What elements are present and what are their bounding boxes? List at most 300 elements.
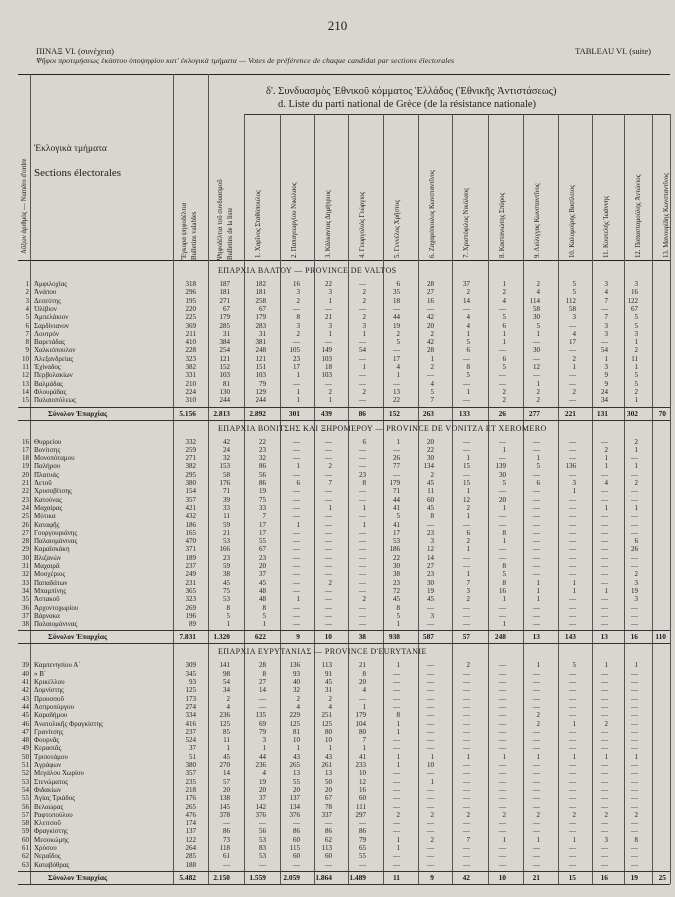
table-cell: 56 bbox=[259, 470, 266, 479]
table-cell: 39 bbox=[223, 495, 230, 504]
table-cell: — bbox=[359, 528, 366, 537]
column-sections-french: Sections électorales bbox=[34, 167, 122, 179]
table-cell: — bbox=[293, 487, 300, 496]
table-cell: 2 bbox=[502, 387, 506, 396]
table-cell: 134 bbox=[289, 802, 300, 811]
total-cell: 439 bbox=[320, 408, 332, 418]
table-cell: 259 bbox=[185, 445, 196, 454]
table-cell: — bbox=[631, 744, 638, 753]
table-cell: — bbox=[359, 537, 366, 546]
table-cell: 345 bbox=[185, 669, 196, 678]
table-cell: — bbox=[359, 570, 366, 579]
total-cell: 2.813 bbox=[213, 408, 230, 418]
table-cell: 149 bbox=[321, 346, 332, 355]
table-cell: 5 bbox=[502, 479, 506, 487]
table-cell: — bbox=[631, 562, 638, 570]
total-cell: 1.559 bbox=[249, 872, 266, 882]
row-section-name: Μονοπόταμου bbox=[34, 454, 75, 463]
candidate-header: 2. Παπαγεωργίου Νικόλαος bbox=[291, 182, 298, 258]
table-cell: — bbox=[463, 669, 470, 678]
table-cell: — bbox=[601, 570, 608, 579]
table-cell: — bbox=[359, 338, 366, 347]
table-cell: 12 bbox=[533, 363, 540, 371]
table-cell: 13 bbox=[393, 387, 400, 396]
table-cell: 470 bbox=[185, 537, 196, 546]
table-cell: 174 bbox=[185, 819, 196, 828]
table-cell: 98 bbox=[223, 669, 230, 678]
table-cell: 179 bbox=[389, 479, 400, 487]
table-cell: — bbox=[463, 794, 470, 803]
table-cell: 228 bbox=[185, 346, 196, 355]
table-cell: 1 bbox=[604, 503, 608, 512]
table-cell: 1 bbox=[466, 752, 470, 761]
table-cell: 93 bbox=[189, 678, 196, 686]
table-cell: 20 bbox=[499, 495, 506, 504]
table-cell: — bbox=[569, 736, 576, 745]
row-section-name: Κρικέλλου bbox=[34, 678, 65, 686]
table-cell: — bbox=[533, 503, 540, 512]
table-cell: 93 bbox=[293, 669, 300, 678]
row-number: 37 bbox=[22, 611, 29, 620]
table-cell: — bbox=[499, 512, 506, 521]
table-cell: 3 bbox=[604, 321, 608, 330]
table-cell: 113 bbox=[321, 661, 332, 670]
table-cell: — bbox=[393, 470, 400, 479]
table-cell: 16 bbox=[293, 280, 300, 288]
row-section-name: Καταφῆς bbox=[34, 520, 60, 529]
table-cell: — bbox=[533, 562, 540, 570]
table-cell: 179 bbox=[355, 711, 366, 720]
table-cell: 1 bbox=[296, 462, 300, 471]
table-cell: 3 bbox=[262, 736, 266, 745]
table-cell: — bbox=[631, 769, 638, 778]
row-number: 36 bbox=[22, 603, 29, 612]
table-cell: 1 bbox=[226, 744, 230, 753]
table-cell: — bbox=[569, 819, 576, 828]
table-cell: 23 bbox=[393, 578, 400, 587]
table-cell: — bbox=[359, 396, 366, 405]
table-cell: 53 bbox=[223, 537, 230, 546]
table-cell: 42 bbox=[223, 437, 230, 446]
table-cell: — bbox=[499, 819, 506, 828]
table-cell: — bbox=[393, 777, 400, 786]
table-cell: — bbox=[499, 611, 506, 620]
table-cell: — bbox=[631, 686, 638, 695]
row-number: 44 bbox=[22, 702, 29, 711]
table-cell: 2 bbox=[430, 470, 434, 479]
table-cell: 269 bbox=[185, 603, 196, 612]
table-cell: — bbox=[393, 678, 400, 686]
table-cell: — bbox=[359, 553, 366, 562]
total-cell: 42 bbox=[462, 872, 470, 882]
table-cell: 1 bbox=[296, 371, 300, 380]
table-cell: — bbox=[293, 537, 300, 546]
table-cell: — bbox=[463, 736, 470, 745]
table-cell: 1 bbox=[362, 520, 366, 529]
table-cell: 3 bbox=[604, 329, 608, 338]
table-cell: — bbox=[463, 620, 470, 629]
table-cell: 45 bbox=[325, 678, 332, 686]
table-cell: — bbox=[601, 620, 608, 629]
table-cell: — bbox=[631, 736, 638, 745]
table-cell: 139 bbox=[495, 462, 506, 471]
table-cell: 75 bbox=[259, 495, 266, 504]
table-cell: — bbox=[569, 669, 576, 678]
table-cell: 15 bbox=[463, 462, 470, 471]
table-cell: 12 bbox=[463, 495, 470, 504]
candidate-header: 10. Καλομοίρης Βασίλειος bbox=[569, 185, 576, 258]
table-cell: 2 bbox=[362, 387, 366, 396]
table-cell: — bbox=[569, 769, 576, 778]
row-section-name: Γρανίτσης bbox=[34, 727, 64, 736]
table-cell: — bbox=[569, 686, 576, 695]
table-cell: — bbox=[463, 761, 470, 769]
table-cell: 7 bbox=[328, 479, 332, 487]
row-section-name: Σαρδίνιανον bbox=[34, 321, 69, 330]
table-cell: 176 bbox=[219, 479, 230, 487]
table-cell: — bbox=[223, 860, 230, 869]
table-cell: 73 bbox=[223, 835, 230, 844]
table-cell: — bbox=[427, 827, 434, 836]
table-cell: 1 bbox=[362, 702, 366, 711]
table-cell: — bbox=[533, 802, 540, 811]
total-cell: 1.320 bbox=[213, 632, 230, 642]
row-number: 2 bbox=[25, 288, 29, 297]
table-cell: — bbox=[393, 785, 400, 794]
table-cell: — bbox=[499, 702, 506, 711]
row-number: 7 bbox=[25, 329, 29, 338]
table-cell: 54 bbox=[601, 346, 608, 355]
table-cell: — bbox=[499, 736, 506, 745]
table-cell: — bbox=[393, 736, 400, 745]
table-cell: — bbox=[427, 844, 434, 852]
table-cell: 12 bbox=[359, 777, 366, 786]
table-cell: — bbox=[601, 802, 608, 811]
table-cell: 30 bbox=[533, 313, 540, 322]
table-cell: 7 bbox=[262, 512, 266, 521]
total-cell: 70 bbox=[658, 408, 666, 418]
row-section-name: Βάρνακα bbox=[34, 611, 60, 620]
table-cell: — bbox=[427, 603, 434, 612]
table-cell: — bbox=[393, 445, 400, 454]
table-cell: 1 bbox=[604, 354, 608, 363]
table-cell: — bbox=[293, 611, 300, 620]
row-number: 1 bbox=[25, 280, 29, 288]
total-cell: 16 bbox=[630, 632, 638, 642]
row-number: 50 bbox=[22, 752, 29, 761]
total-cell: 110 bbox=[655, 632, 666, 642]
row-number: 45 bbox=[22, 711, 29, 720]
table-cell: 130 bbox=[219, 387, 230, 396]
table-cell: 1 bbox=[634, 752, 638, 761]
row-section-name: Στενώματος bbox=[34, 777, 68, 786]
table-cell: 274 bbox=[185, 702, 196, 711]
table-cell: 23 bbox=[359, 470, 366, 479]
table-cell: 4 bbox=[604, 288, 608, 297]
header-top-rule bbox=[18, 74, 670, 75]
table-cell: — bbox=[359, 578, 366, 587]
table-cell: — bbox=[463, 520, 470, 529]
table-cell: 337 bbox=[321, 810, 332, 819]
table-cell: — bbox=[601, 819, 608, 828]
row-number: 5 bbox=[25, 313, 29, 322]
table-cell: 31 bbox=[259, 329, 266, 338]
total-cell: 131 bbox=[596, 408, 608, 418]
candidate-header: 3. Κάλκαντας Δημήτριος bbox=[325, 190, 332, 258]
table-cell: 1 bbox=[396, 761, 400, 769]
table-cell: — bbox=[393, 694, 400, 703]
table-cell: 61 bbox=[223, 852, 230, 861]
table-cell: — bbox=[499, 844, 506, 852]
row-section-name: Νεραΐδος bbox=[34, 852, 61, 861]
table-cell: — bbox=[463, 437, 470, 446]
table-cell: — bbox=[393, 827, 400, 836]
table-cell: 7 bbox=[604, 296, 608, 305]
table-cell: 86 bbox=[223, 827, 230, 836]
table-cell: 19 bbox=[427, 586, 434, 595]
table-cell: — bbox=[293, 512, 300, 521]
row-number: 60 bbox=[22, 835, 29, 844]
table-cell: 5 bbox=[634, 371, 638, 380]
table-cell: 1 bbox=[572, 487, 576, 496]
table-cell: 334 bbox=[185, 711, 196, 720]
table-cell: 244 bbox=[255, 396, 266, 405]
page-number: 210 bbox=[327, 18, 348, 33]
table-cell: 67 bbox=[325, 794, 332, 803]
row-number: 56 bbox=[22, 802, 29, 811]
table-cell: 19 bbox=[259, 487, 266, 496]
table-cell: 236 bbox=[255, 761, 266, 769]
table-cell: — bbox=[533, 520, 540, 529]
table-cell: 10 bbox=[325, 736, 332, 745]
table-cell: — bbox=[533, 785, 540, 794]
table-cell: — bbox=[533, 437, 540, 446]
table-cell: — bbox=[325, 595, 332, 604]
table-cell: 251 bbox=[321, 711, 332, 720]
table-cell: — bbox=[569, 694, 576, 703]
table-cell: — bbox=[631, 694, 638, 703]
table-cell: — bbox=[463, 785, 470, 794]
candidate-header: 13. Μανουρίδης Κωνσταντῖνος bbox=[663, 173, 670, 258]
table-cell: — bbox=[463, 844, 470, 852]
table-cell: — bbox=[359, 512, 366, 521]
table-cell: 125 bbox=[321, 719, 332, 728]
table-cell: 382 bbox=[185, 363, 196, 371]
table-cell: 137 bbox=[289, 794, 300, 803]
row-number: 9 bbox=[25, 346, 29, 355]
table-cell: — bbox=[601, 711, 608, 720]
table-cell: — bbox=[427, 669, 434, 678]
total-cell: 5.482 bbox=[179, 872, 196, 882]
table-cell: — bbox=[601, 844, 608, 852]
table-cell: 136 bbox=[289, 661, 300, 670]
row-section-name: Ἀμφιλοχίας bbox=[34, 280, 68, 288]
table-cell: — bbox=[325, 537, 332, 546]
table-cell: 32 bbox=[223, 454, 230, 463]
row-number: 54 bbox=[22, 785, 29, 794]
table-cell: — bbox=[569, 396, 576, 405]
table-cell: 416 bbox=[185, 719, 196, 728]
table-cell: 4 bbox=[396, 363, 400, 371]
table-cell: 1 bbox=[536, 835, 540, 844]
table-cell: 2 bbox=[466, 288, 470, 297]
row-section-name: Βελαώρας bbox=[34, 802, 64, 811]
row-section-name: Φραγκίστης bbox=[34, 827, 68, 836]
table-cell: 1 bbox=[430, 354, 434, 363]
table-cell: — bbox=[463, 678, 470, 686]
table-cell: 2 bbox=[634, 810, 638, 819]
table-cell: 2 bbox=[396, 810, 400, 819]
table-cell: 3 bbox=[328, 321, 332, 330]
table-cell: 77 bbox=[393, 462, 400, 471]
table-cell: 237 bbox=[185, 562, 196, 570]
table-cell: — bbox=[533, 669, 540, 678]
table-cell: 37 bbox=[463, 280, 470, 288]
table-cell: 1 bbox=[572, 363, 576, 371]
table-cell: 142 bbox=[255, 802, 266, 811]
table-cell: 48 bbox=[259, 586, 266, 595]
row-section-name: Τριποτάμου bbox=[34, 752, 68, 761]
table-cell: 41 bbox=[359, 752, 366, 761]
table-cell: 22 bbox=[325, 280, 332, 288]
table-cell: — bbox=[393, 346, 400, 355]
table-cell: — bbox=[533, 537, 540, 546]
table-cell: — bbox=[499, 487, 506, 496]
row-section-name: Κατούνας bbox=[34, 495, 62, 504]
row-section-name: Χρυσοβίτσης bbox=[34, 487, 72, 496]
table-cell: 1 bbox=[226, 620, 230, 629]
table-cell: 45 bbox=[427, 595, 434, 604]
table-cell: — bbox=[631, 711, 638, 720]
table-cell: 31 bbox=[223, 329, 230, 338]
table-cell: 15 bbox=[463, 479, 470, 487]
row-section-name: Καραϊσκάκη bbox=[34, 545, 70, 554]
table-cell: 22 bbox=[259, 437, 266, 446]
table-cell: — bbox=[359, 304, 366, 313]
table-cell: — bbox=[359, 495, 366, 504]
table-cell: — bbox=[631, 802, 638, 811]
table-cell: 2 bbox=[536, 810, 540, 819]
table-cell: 48 bbox=[259, 595, 266, 604]
table-cell: 103 bbox=[219, 371, 230, 380]
table-cell: — bbox=[569, 827, 576, 836]
table-cell: 44 bbox=[393, 313, 400, 322]
table-cell: 3 bbox=[634, 280, 638, 288]
table-cell: 9 bbox=[604, 371, 608, 380]
table-cell: 14 bbox=[259, 686, 266, 695]
table-cell: 5 bbox=[502, 363, 506, 371]
table-cell: — bbox=[533, 694, 540, 703]
table-cell: 13 bbox=[293, 769, 300, 778]
table-cell: 26 bbox=[393, 454, 400, 463]
table-cell: 1 bbox=[634, 462, 638, 471]
table-cell: 210 bbox=[185, 379, 196, 388]
table-cell: 57 bbox=[223, 777, 230, 786]
table-cell: — bbox=[601, 495, 608, 504]
table-cell: — bbox=[533, 445, 540, 454]
row-number: 53 bbox=[22, 777, 29, 786]
table-cell: 1 bbox=[396, 727, 400, 736]
table-cell: — bbox=[533, 678, 540, 686]
table-cell: 6 bbox=[502, 354, 506, 363]
table-cell: 1 bbox=[262, 744, 266, 753]
table-cell: — bbox=[393, 794, 400, 803]
table-cell: 1 bbox=[502, 503, 506, 512]
row-section-name: Μαχαιρᾶ bbox=[34, 562, 60, 570]
table-cell: 2 bbox=[296, 296, 300, 305]
total-cell: 19 bbox=[630, 872, 638, 882]
table-cell: — bbox=[427, 727, 434, 736]
table-cell: 1 bbox=[396, 661, 400, 670]
table-cell: 3 bbox=[634, 578, 638, 587]
row-section-name: Δομνίστης bbox=[34, 686, 64, 695]
table-cell: 271 bbox=[185, 454, 196, 463]
table-cell: 17 bbox=[293, 363, 300, 371]
table-cell: 54 bbox=[223, 678, 230, 686]
table-cell: 67 bbox=[631, 304, 638, 313]
table-cell: 67 bbox=[259, 545, 266, 554]
table-cell: 20 bbox=[259, 785, 266, 794]
table-cell: 2 bbox=[634, 387, 638, 396]
table-cell: — bbox=[601, 860, 608, 869]
table-cell: 231 bbox=[185, 578, 196, 587]
table-cell: 2 bbox=[536, 711, 540, 720]
table-cell: — bbox=[325, 553, 332, 562]
table-cell: — bbox=[631, 844, 638, 852]
row-section-name: Ἀμπελάκιον bbox=[34, 313, 69, 322]
table-cell: 154 bbox=[185, 487, 196, 496]
table-cell: 381 bbox=[255, 338, 266, 347]
row-section-name: Καρπενησίου Α΄ bbox=[34, 661, 81, 670]
table-cell: 2 bbox=[572, 810, 576, 819]
table-cell: 75 bbox=[223, 586, 230, 595]
table-cell: — bbox=[427, 620, 434, 629]
table-cell: 1 bbox=[634, 445, 638, 454]
table-cell: — bbox=[569, 346, 576, 355]
table-cell: 6 bbox=[466, 528, 470, 537]
table-cell: 165 bbox=[185, 528, 196, 537]
table-cell: — bbox=[533, 512, 540, 521]
table-cell: — bbox=[631, 727, 638, 736]
table-cell: — bbox=[601, 686, 608, 695]
table-cell: — bbox=[359, 454, 366, 463]
table-cell: 7 bbox=[430, 396, 434, 405]
table-cell: 86 bbox=[325, 827, 332, 836]
table-cell: 2 bbox=[536, 719, 540, 728]
table-cell: 41 bbox=[393, 520, 400, 529]
table-cell: 2 bbox=[502, 396, 506, 405]
table-cell: 376 bbox=[255, 810, 266, 819]
table-cell: 11 bbox=[223, 736, 230, 745]
row-section-name: Παλαιοπόλεως bbox=[34, 396, 76, 405]
candidate-header: 4. Γεωργολιός Γεώργιος bbox=[359, 191, 366, 258]
table-cell: 432 bbox=[185, 512, 196, 521]
table-cell: 45 bbox=[223, 578, 230, 587]
table-cell: 8 bbox=[226, 603, 230, 612]
row-number: 58 bbox=[22, 819, 29, 828]
row-number: 47 bbox=[22, 727, 29, 736]
table-cell: 79 bbox=[359, 835, 366, 844]
table-cell: 2 bbox=[430, 835, 434, 844]
table-cell: 26 bbox=[631, 545, 638, 554]
table-cell: 2 bbox=[502, 810, 506, 819]
table-cell: — bbox=[463, 719, 470, 728]
table-cell: — bbox=[631, 852, 638, 861]
table-cell: — bbox=[427, 661, 434, 670]
table-cell: — bbox=[601, 694, 608, 703]
table-cell: 5 bbox=[502, 570, 506, 579]
table-cell: — bbox=[359, 371, 366, 380]
